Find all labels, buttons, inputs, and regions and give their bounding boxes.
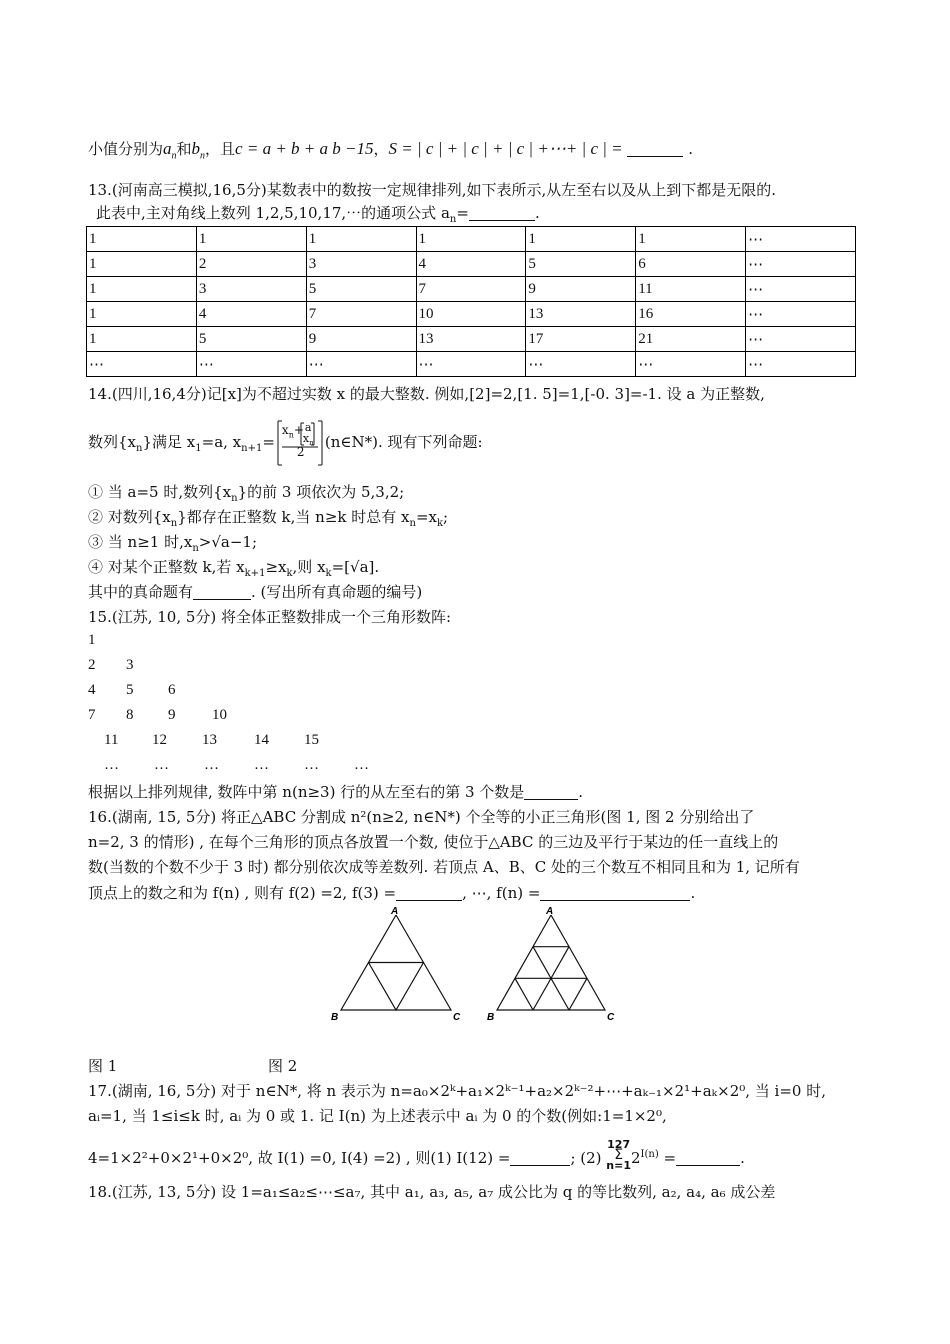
table-cell: 1 — [636, 227, 746, 252]
table-cell: ⋯ — [196, 352, 306, 377]
table-cell: 1 — [526, 227, 636, 252]
figure-2-triangle — [485, 905, 625, 1025]
table-cell: 13 — [416, 327, 526, 352]
table-cell: 5 — [196, 327, 306, 352]
q13-line2: 此表中,主对角线上数列 1,2,5,10,17,⋯的通项公式 $a_n=$ . — [96, 204, 540, 225]
q15-last: 根据以上排列规律, 数阵中第 n(n≥3) 行的从左至右的第 3 个数是 . — [88, 783, 584, 801]
q16-line1: 16.(湖南, 15, 5分) 将正△ABC 分割成 n²(n≥2, n∈N*) 个全等的小正三角形(图 1, 图 2 分别给出了 — [88, 808, 755, 826]
q14-item1: ① 当 a=5 时,数列$\{x_n\}$的前 3 项依次为 5,3,2; — [88, 483, 405, 504]
table-row — [87, 352, 856, 377]
b-n: $b_n$ — [191, 139, 206, 162]
c-n-formula: c = a + b + a b −15 — [235, 139, 374, 158]
table-cell: 21 — [636, 327, 746, 352]
table-cell: 16 — [636, 302, 746, 327]
vertex-c-label-2: C — [607, 1012, 615, 1023]
answer-blank-16b[interactable] — [540, 884, 690, 901]
table-cell: ⋯ — [746, 252, 856, 277]
table-cell: 17 — [526, 327, 636, 352]
q16-line4: 顶点上的数之和为 f(n) , 则有 f(2) =2, f(3) = , ⋯, f(n) = . — [88, 884, 696, 902]
table-cell: ⋯ — [746, 277, 856, 302]
vertex-b-label-2: B — [487, 1012, 495, 1023]
number-table — [86, 226, 856, 377]
table-cell: 11 — [636, 277, 746, 302]
answer-blank-12[interactable] — [627, 140, 683, 157]
table-cell: ⋯ — [416, 352, 526, 377]
table-cell: 5 — [526, 252, 636, 277]
table-cell: ⋯ — [746, 302, 856, 327]
q14-item4: ④ 对某个正整数 k,若 $x_{k+1}\ge x_k$,则 $x_k=[√a]$. — [88, 558, 380, 579]
table-row — [87, 277, 856, 302]
table-cell: 5 — [306, 277, 416, 302]
table-row — [87, 302, 856, 327]
table-cell: 7 — [416, 277, 526, 302]
table-cell: ⋯ — [636, 352, 746, 377]
recurrence-fraction: $x_n+$ a $x_n$ 2 — [275, 420, 325, 466]
a-n: $a_n$ — [163, 139, 177, 162]
q16-line3: 数(当数的个数不少于 3 时) 都分别依次成等差数列. 若顶点 A、B、C 处的三个数互不相同且和为 1, 记所有 — [88, 858, 800, 876]
figure-2-label: 图 2 — [268, 1057, 298, 1075]
table-cell: ⋯ — [306, 352, 416, 377]
table-cell: 1 — [87, 327, 197, 352]
q14-item2: ② 对数列$\{x_n\}$都存在正整数 k,当 n≥k 时总有 $x_n=x_k$; — [88, 508, 449, 529]
q17-line1: 17.(湖南, 16, 5分) 对于 n∈N*, 将 n 表示为 n=a₀×2ᵏ+a₁×2ᵏ⁻¹+a₂×2ᵏ⁻²+⋯+aₖ₋₁×2¹+aₖ×2⁰, 当 i=0 时, — [88, 1082, 826, 1100]
table-row — [87, 327, 856, 352]
table-cell: 4 — [416, 252, 526, 277]
table-cell: 9 — [526, 277, 636, 302]
answer-blank-14[interactable] — [193, 583, 251, 600]
table-row — [87, 252, 856, 277]
table-cell: 9 — [306, 327, 416, 352]
table-cell: ⋯ — [746, 327, 856, 352]
table-cell: ⋯ — [746, 227, 856, 252]
intro-line: 小值分别为$a_n$和$b_n$，且c = a + b + a b −15，S = | c | + | c | + | c | +⋯+ | c | = . — [88, 139, 693, 162]
table-cell: 1 — [87, 277, 197, 302]
table-cell: 3 — [306, 252, 416, 277]
answer-blank-13[interactable] — [469, 204, 535, 221]
summation: 127 Σ n=1 — [606, 1138, 631, 1172]
table-cell: 10 — [416, 302, 526, 327]
q17-line3: 4=1×2²+0×2¹+0×2⁰, 故 I(1) =0, I(4) =2) , 则(1) I(12) = ; (2) 127 Σ n=1 $2^{I(n)}$ = . — [88, 1138, 745, 1172]
q15-line1: 15.(江苏, 10, 5分) 将全体正整数排成一个三角形数阵: — [88, 608, 452, 626]
answer-blank-15[interactable] — [524, 783, 578, 800]
table-cell: 4 — [196, 302, 306, 327]
table-cell: ⋯ — [526, 352, 636, 377]
q17-line2: aᵢ=1, 当 1≤i≤k 时, aᵢ 为 0 或 1. 记 I(n) 为上述表示中 aᵢ 为 0 的个数(例如:1=1×2⁰, — [88, 1107, 667, 1125]
figure-1-triangle — [326, 905, 466, 1025]
q16-line2: n=2, 3 的情形) , 在每个三角形的顶点各放置一个数, 使位于△ABC 的三边及平行于某边的任一直线上的 — [88, 833, 779, 851]
q14-line1: 14.(四川,16,4分)记[x]为不超过实数 x 的最大整数. 例如,[2]=2,[1. 5]=1,[-0. 3]=-1. 设 a 为正整数, — [88, 385, 765, 403]
table-cell: 13 — [526, 302, 636, 327]
table-cell: 1 — [87, 252, 197, 277]
vertex-a-label-2: A — [546, 906, 554, 917]
q14-item3: ③ 当 n≥1 时$,x_n>√a-1$; — [88, 533, 258, 554]
vertex-a-label: A — [391, 906, 399, 917]
table-cell: ⋯ — [87, 352, 197, 377]
s-n-formula: S = | c | + | c | + | c | +⋯+ | c | = — [388, 139, 623, 158]
table-cell: 1 — [196, 227, 306, 252]
q14-line2: 数列$\{x_n\}$满足 $x_1=a$, $x_{n+1}=$ $x_n+$ a $x_n$ 2 (n∈N*). 现有下列命题: — [88, 418, 483, 473]
answer-blank-17b[interactable] — [676, 1149, 740, 1166]
q18-line1: 18.(江苏, 13, 5分) 设 1=a₁≤a₂≤⋯≤a₇, 其中 a₁, a₃, a₅, a₇ 成公比为 q 的等比数列, a₂, a₄, a₆ 成公差 — [88, 1183, 776, 1201]
table-cell: 6 — [636, 252, 746, 277]
table-cell: 2 — [196, 252, 306, 277]
table-cell: 1 — [87, 227, 197, 252]
table-cell: 1 — [416, 227, 526, 252]
q13-line1: 13.(河南高三模拟,16,5分)某数表中的数按一定规律排列,如下表所示,从左至右以及从上到下都是无限的. — [88, 181, 777, 199]
table-row — [87, 227, 856, 252]
table-cell: ⋯ — [746, 352, 856, 377]
vertex-b-label: B — [331, 1012, 339, 1023]
q14-last: 其中的真命题有 . (写出所有真命题的编号) — [88, 583, 423, 601]
figure-1-label: 图 1 — [88, 1057, 118, 1075]
vertex-c-label: C — [453, 1012, 461, 1023]
answer-blank-16a[interactable] — [396, 884, 462, 901]
table-cell: 1 — [87, 302, 197, 327]
table-cell: 7 — [306, 302, 416, 327]
table-cell: 1 — [306, 227, 416, 252]
table-cell: 3 — [196, 277, 306, 302]
answer-blank-17a[interactable] — [510, 1149, 570, 1166]
